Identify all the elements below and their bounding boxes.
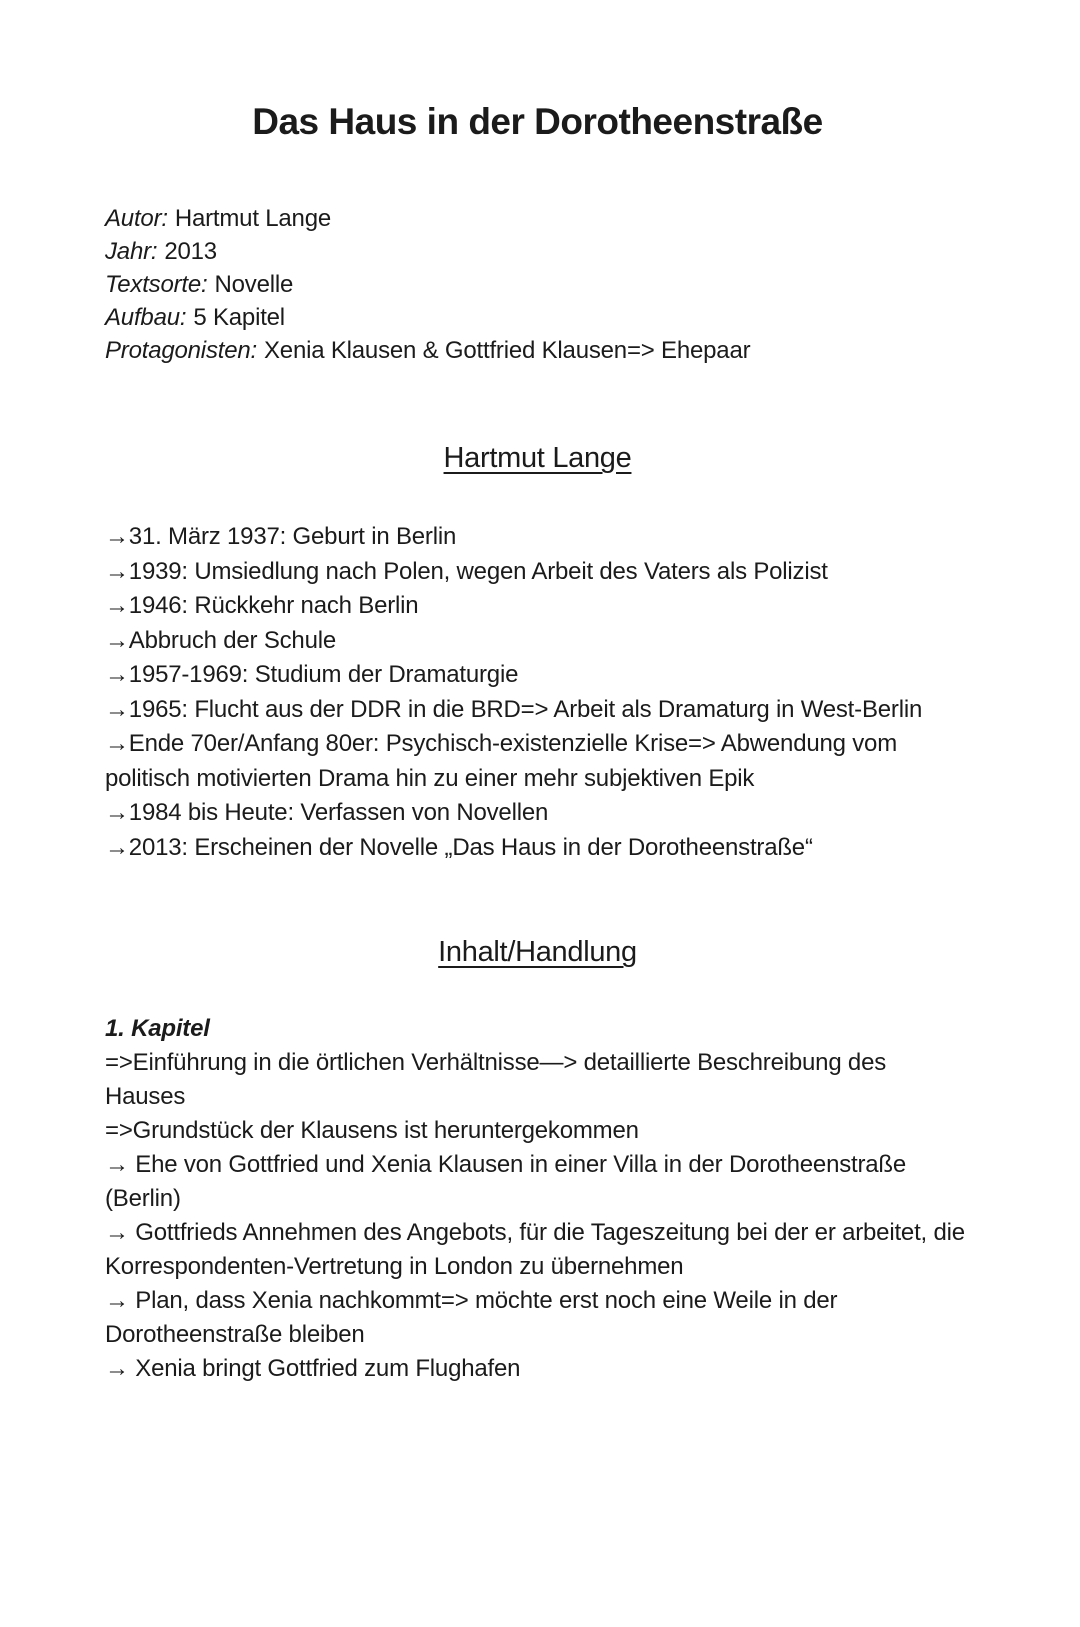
author-fact-item: →1939: Umsiedlung nach Polen, wegen Arbeit des Vaters als Polizist bbox=[105, 557, 828, 585]
meta-label: Jahr: bbox=[105, 238, 158, 265]
author-fact-item: →2013: Erscheinen der Novelle „Das Haus in der Dorotheenstraße“ bbox=[105, 833, 813, 861]
meta-value: 5 Kapitel bbox=[193, 304, 285, 331]
meta-line-autor bbox=[105, 202, 970, 235]
meta-label: Aufbau: bbox=[105, 304, 187, 331]
section-heading-content: Inhalt/Handlung bbox=[438, 936, 637, 968]
document-page bbox=[0, 100, 1080, 1627]
author-fact-item: →1984 bis Heute: Verfassen von Novellen bbox=[105, 799, 549, 826]
author-fact-item: →1946: Rückkehr nach Berlin bbox=[105, 592, 419, 619]
meta-line-aufbau bbox=[105, 301, 970, 334]
author-fact-item: →1957-1969: Studium der Dramaturgie bbox=[105, 661, 519, 688]
plot-point-list bbox=[105, 1046, 970, 1386]
meta-label: Textsorte: bbox=[105, 271, 208, 298]
meta-line-textsorte bbox=[105, 268, 970, 301]
author-fact-item: →Ende 70er/Anfang 80er: Psychisch-existenzielle Krise=> Abwendung vom politisch motivierten Drama hin zu einer mehr subjektiven Epik bbox=[105, 730, 897, 792]
author-fact-item: →Abbruch der Schule bbox=[105, 626, 336, 654]
meta-line-jahr bbox=[105, 235, 970, 268]
chapter-heading: 1. Kapitel bbox=[105, 1015, 210, 1042]
plot-point-item: =>Einführung in die örtlichen Verhältnisse—> detaillierte Beschreibung des Hauses bbox=[105, 1049, 887, 1110]
meta-value: Novelle bbox=[214, 271, 294, 298]
plot-point-item: → Plan, dass Xenia nachkommt=> möchte erst noch eine Weile in der Dorotheenstraße bleiben bbox=[105, 1287, 838, 1348]
meta-value: Hartmut Lange bbox=[174, 205, 331, 232]
author-fact-list bbox=[105, 520, 970, 865]
author-fact-item: →1965: Flucht aus der DDR in die BRD=> Arbeit als Dramaturg in West-Berlin bbox=[105, 695, 923, 723]
plot-point-item: → Ehe von Gottfried und Xenia Klausen in einer Villa in der Dorotheenstraße (Berlin) bbox=[105, 1151, 907, 1212]
meta-value: Xenia Klausen & Gottfried Klausen=> Ehepaar bbox=[263, 337, 751, 364]
author-fact-item: →31. März 1937: Geburt in Berlin bbox=[105, 523, 457, 550]
meta-label: Protagonisten: bbox=[105, 337, 257, 364]
plot-point-item: → Xenia bringt Gottfried zum Flughafen bbox=[105, 1355, 521, 1382]
meta-label: Autor: bbox=[105, 205, 168, 232]
meta-value: 2013 bbox=[164, 238, 217, 265]
plot-point-item: → Gottfrieds Annehmen des Angebots, für die Tageszeitung bei der er arbeitet, die Korrespondenten-Vertretung in London zu übernehmen bbox=[105, 1219, 965, 1280]
meta-block bbox=[105, 202, 970, 367]
section-heading-author: Hartmut Lange bbox=[443, 442, 632, 474]
document-title: Das Haus in der Dorotheenstraße bbox=[252, 101, 823, 142]
plot-point-item: =>Grundstück der Klausens ist heruntergekommen bbox=[105, 1117, 639, 1144]
meta-line-protagonisten bbox=[105, 334, 970, 367]
